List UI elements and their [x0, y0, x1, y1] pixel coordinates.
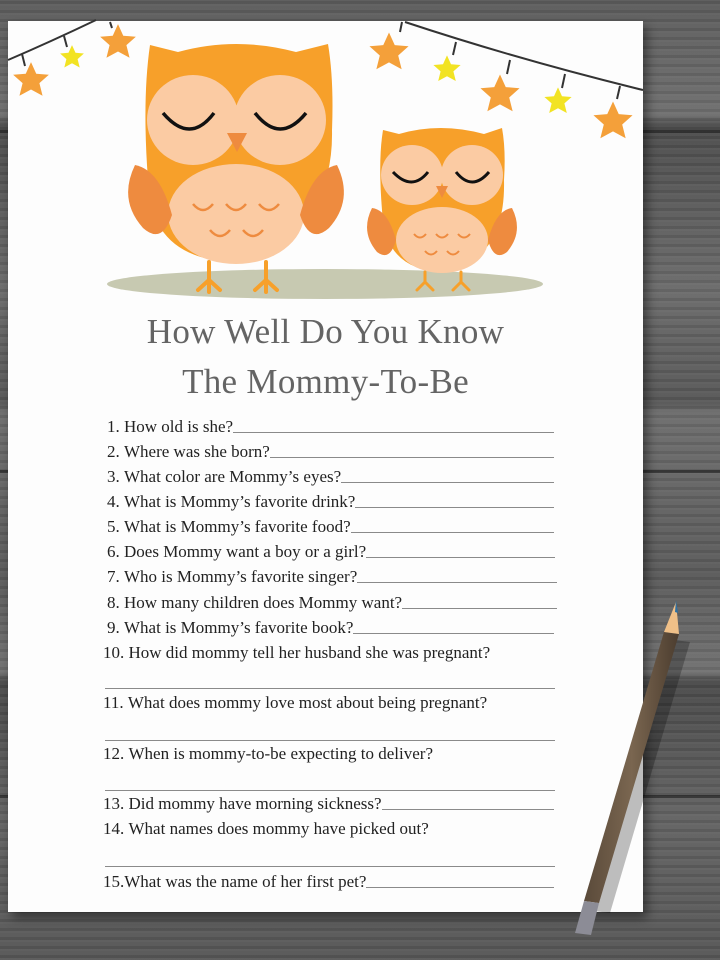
- question-text: What does mommy love most about being pregnant?: [127, 693, 488, 712]
- question-text: When is mommy-to-be expecting to deliver?: [128, 744, 433, 763]
- question-number: 9.: [107, 618, 120, 637]
- question-text: What names does mommy have picked out?: [128, 819, 429, 838]
- question-3: [107, 467, 554, 487]
- answer-line[interactable]: [351, 531, 554, 533]
- question-text: What is Mommy’s favorite food?: [124, 517, 351, 536]
- answer-line[interactable]: [355, 506, 554, 508]
- question-2: [107, 442, 554, 462]
- answer-line[interactable]: [341, 481, 554, 483]
- question-12: [103, 744, 433, 764]
- question-10: [103, 643, 490, 663]
- question-text: How old is she?: [124, 417, 234, 436]
- question-text: What is Mommy’s favorite book?: [124, 618, 354, 637]
- question-number: 1.: [107, 417, 120, 436]
- question-number: 11.: [103, 693, 124, 712]
- ground-shadow: [107, 269, 543, 299]
- question-number: 12.: [103, 744, 125, 763]
- answer-line[interactable]: [105, 866, 555, 867]
- answer-line[interactable]: [382, 808, 554, 810]
- question-text: What is Mommy’s favorite drink?: [124, 492, 356, 511]
- answer-line[interactable]: [366, 556, 555, 558]
- question-13: [103, 794, 554, 814]
- answer-line[interactable]: [105, 740, 555, 741]
- question-14: [103, 819, 429, 839]
- question-text: Who is Mommy’s favorite singer?: [124, 567, 358, 586]
- answer-line[interactable]: [270, 456, 554, 458]
- question-number: 4.: [107, 492, 120, 511]
- question-6: [107, 542, 555, 562]
- question-text: Did mommy have morning sickness?: [128, 794, 382, 813]
- answer-line[interactable]: [402, 607, 557, 609]
- title-line-1: How Well Do You Know: [146, 312, 505, 351]
- question-number: 2.: [107, 442, 120, 461]
- title-line-2: The Mommy-To-Be: [182, 362, 469, 401]
- large-owl-icon: [128, 44, 344, 292]
- question-4: [107, 492, 554, 512]
- header-illustration: [0, 0, 720, 310]
- question-text: Where was she born?: [124, 442, 270, 461]
- question-text: How did mommy tell her husband she was pregnant?: [128, 643, 491, 662]
- question-number: 3.: [107, 467, 120, 486]
- question-number: 7.: [107, 567, 120, 586]
- question-8: [107, 593, 557, 613]
- question-number: 6.: [107, 542, 120, 561]
- question-1: [107, 417, 554, 437]
- question-11: [103, 693, 487, 713]
- question-number: 10.: [103, 643, 125, 662]
- question-text: Does Mommy want a boy or a girl?: [124, 542, 367, 561]
- answer-line[interactable]: [105, 790, 555, 791]
- question-15: [103, 872, 554, 892]
- question-number: 5.: [107, 517, 120, 536]
- small-owl-icon: [367, 128, 517, 290]
- question-text: What was the name of her first pet?: [124, 872, 367, 891]
- answer-line[interactable]: [357, 581, 557, 583]
- question-number: 13.: [103, 794, 125, 813]
- question-7: [107, 567, 557, 587]
- question-9: [107, 618, 554, 638]
- question-number: 8.: [107, 593, 120, 612]
- question-number: 15.: [103, 872, 125, 891]
- answer-line[interactable]: [233, 431, 554, 433]
- answer-line[interactable]: [105, 688, 555, 689]
- question-5: [107, 517, 554, 537]
- question-text: How many children does Mommy want?: [124, 593, 403, 612]
- question-number: 14.: [103, 819, 125, 838]
- question-text: What color are Mommy’s eyes?: [124, 467, 342, 486]
- answer-line[interactable]: [353, 632, 554, 634]
- answer-line[interactable]: [366, 886, 554, 888]
